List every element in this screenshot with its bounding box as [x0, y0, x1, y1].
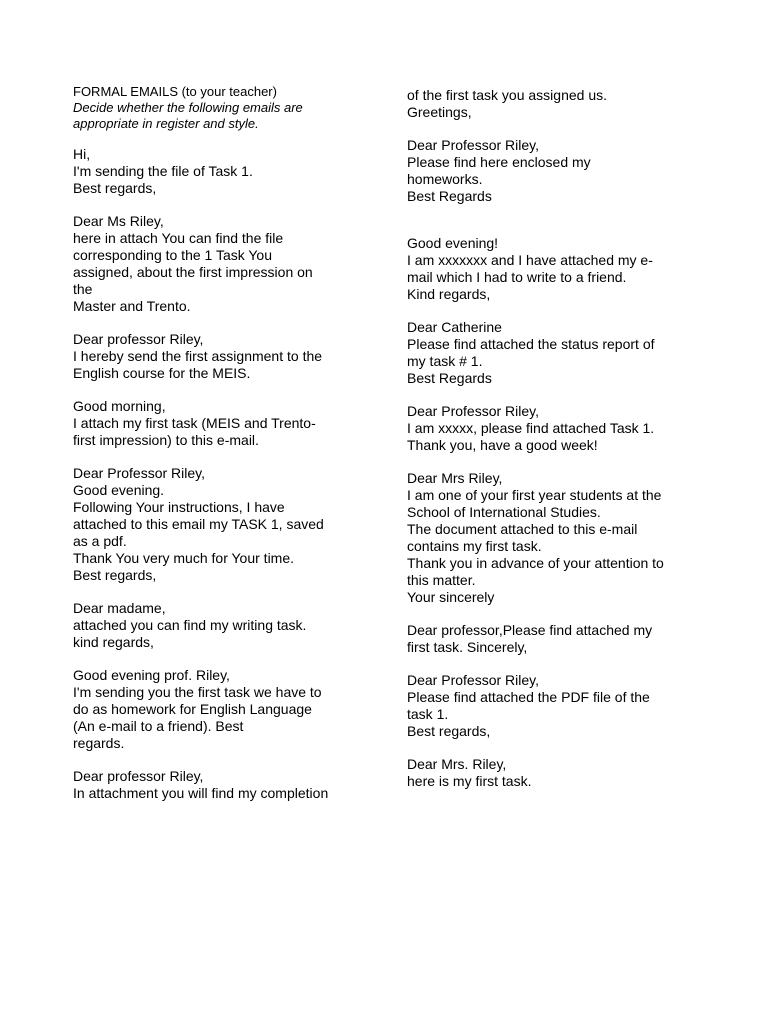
email-line: I'm sending the file of Task 1.: [73, 163, 253, 179]
email-line: Dear Ms Riley,: [73, 213, 164, 229]
email-line: here is my first task.: [407, 773, 532, 789]
email-line: first impression) to this e-mail.: [73, 432, 259, 448]
email-line: Best Regards: [407, 370, 492, 386]
email-line: Thank you, have a good week!: [407, 437, 598, 453]
email-example: [407, 672, 707, 740]
email-line: attached you can find my writing task.: [73, 617, 307, 633]
email-line: Thank You very much for Your time.: [73, 550, 295, 566]
email-line: Dear Professor Riley,: [407, 137, 540, 153]
email-line: Dear Mrs. Riley,: [407, 756, 507, 772]
email-line: In attachment you will find my completion: [73, 785, 329, 801]
email-line: Dear madame,: [73, 600, 166, 616]
email-line: Following Your instructions, I have: [73, 499, 285, 515]
email-line: here in attach You can find the file: [73, 230, 284, 246]
email-line: Best regards,: [73, 180, 157, 196]
email-example: [73, 146, 363, 197]
email-line: my task # 1.: [407, 353, 483, 369]
right-email-list: [407, 87, 707, 790]
email-line: Dear Professor Riley,: [73, 465, 206, 481]
email-line: corresponding to the 1 Task You: [73, 247, 273, 263]
email-line: Dear Catherine: [407, 319, 502, 335]
email-line: Thank you in advance of your attention to: [407, 555, 664, 571]
email-line: Good evening!: [407, 235, 499, 251]
email-example: [407, 622, 707, 656]
email-line: of the first task you assigned us.: [407, 87, 607, 103]
email-line: do as homework for English Language: [73, 701, 312, 717]
email-example: [73, 465, 363, 584]
email-line: I attach my first task (MEIS and Trento-: [73, 415, 316, 431]
email-example: [407, 403, 707, 454]
email-example: [73, 213, 363, 315]
email-line: Good evening prof. Riley,: [73, 667, 230, 683]
email-line: Good evening.: [73, 482, 165, 498]
right-column: [407, 87, 707, 806]
email-line: Please find attached the status report of: [407, 336, 655, 352]
email-line: I am xxxxx, please find attached Task 1.: [407, 420, 655, 436]
email-line: Greetings,: [407, 104, 472, 120]
email-line: I'm sending you the first task we have to: [73, 684, 322, 700]
email-line: Dear professor,Please find attached my: [407, 622, 653, 638]
email-line: Best regards,: [407, 723, 491, 739]
email-line: the: [73, 281, 93, 297]
email-line: Dear Mrs Riley,: [407, 470, 503, 486]
email-line: contains my first task.: [407, 538, 542, 554]
email-line: Kind regards,: [407, 286, 491, 302]
email-line: I am xxxxxxx and I have attached my e-: [407, 252, 653, 268]
email-line: first task. Sincerely,: [407, 639, 528, 655]
email-line: I hereby send the first assignment to the: [73, 348, 323, 364]
left-column: [73, 84, 363, 818]
email-line: Hi,: [73, 146, 91, 162]
email-example: [407, 470, 707, 606]
email-line: Best regards,: [73, 567, 157, 583]
email-line: Dear professor Riley,: [73, 768, 204, 784]
email-line: mail which I had to write to a friend.: [407, 269, 627, 285]
email-line: Dear Professor Riley,: [407, 672, 540, 688]
email-example: [73, 667, 363, 752]
email-example: [73, 600, 363, 651]
email-line: The document attached to this e-mail: [407, 521, 638, 537]
email-example: [73, 331, 363, 382]
instructions-line-2: appropriate in register and style.: [73, 116, 259, 131]
email-example: [407, 235, 707, 303]
email-line: English course for the MEIS.: [73, 365, 251, 381]
email-line: regards.: [73, 735, 125, 751]
document-header: [73, 84, 363, 132]
email-line: School of International Studies.: [407, 504, 601, 520]
email-line: I am one of your first year students at the: [407, 487, 662, 503]
email-example: [407, 756, 707, 790]
email-line: Dear Professor Riley,: [407, 403, 540, 419]
email-line: Master and Trento.: [73, 298, 191, 314]
email-line: attached to this email my TASK 1, saved: [73, 516, 324, 532]
email-line: Your sincerely: [407, 589, 495, 605]
email-line: Please find here enclosed my: [407, 154, 591, 170]
email-example: [73, 398, 363, 449]
email-line: (An e-mail to a friend). Best: [73, 718, 244, 734]
left-email-list: [73, 146, 363, 802]
email-line: Dear professor Riley,: [73, 331, 204, 347]
email-example: [73, 768, 363, 802]
instructions-line-1: Decide whether the following emails are: [73, 100, 303, 115]
email-example: [407, 319, 707, 387]
email-line: as a pdf.: [73, 533, 127, 549]
email-line: this matter.: [407, 572, 476, 588]
email-example: [407, 87, 707, 121]
email-line: homeworks.: [407, 171, 483, 187]
email-example: [407, 137, 707, 205]
document-title: FORMAL EMAILS (to your teacher): [73, 84, 277, 99]
email-line: Please find attached the PDF file of the: [407, 689, 650, 705]
email-line: Best Regards: [407, 188, 492, 204]
email-line: assigned, about the first impression on: [73, 264, 313, 280]
email-line: Good morning,: [73, 398, 166, 414]
email-line: kind regards,: [73, 634, 154, 650]
email-line: task 1.: [407, 706, 449, 722]
